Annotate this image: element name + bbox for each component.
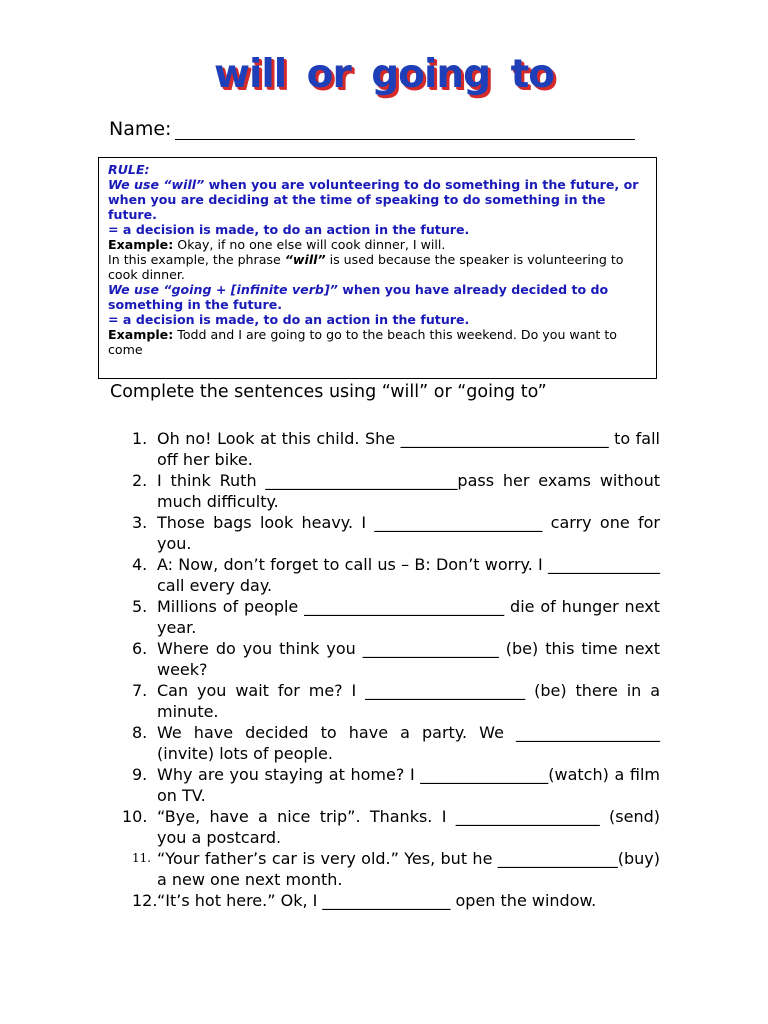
exercise-list <box>110 428 660 911</box>
explanation-part-a: In this example, the phrase <box>108 252 281 267</box>
item-number: 3. <box>132 513 148 532</box>
list-item[interactable] <box>110 554 660 596</box>
example-2-text: Todd and I are going to go to the beach this weekend. Do you want to come <box>108 327 618 357</box>
list-item[interactable] <box>110 848 660 890</box>
name-blank-line[interactable] <box>175 119 635 140</box>
list-item[interactable] <box>110 428 660 470</box>
rule-box <box>98 157 657 379</box>
item-number: 8. <box>132 723 148 742</box>
list-item[interactable] <box>110 890 660 911</box>
list-item[interactable] <box>110 470 660 512</box>
item-text: “Bye, have a nice trip”. Thanks. I __________________ (send) you a postcard. <box>157 807 660 847</box>
example-1-label: Example: <box>108 237 174 252</box>
example-2-label: Example: <box>108 327 174 342</box>
name-field[interactable] <box>109 118 635 140</box>
rule-heading: RULE: <box>108 162 150 177</box>
item-number: 10. <box>122 807 148 826</box>
item-number: 9. <box>132 765 148 784</box>
item-text: Can you wait for me? I ____________________ (be) there in a minute. <box>157 681 660 721</box>
item-text: A: Now, don’t forget to call us – B: Don’t worry. I ______________ call every day. <box>157 555 660 595</box>
page-title <box>0 52 768 97</box>
item-number: 1. <box>132 429 148 448</box>
item-text: Why are you staying at home? I ________________(watch) a film on TV. <box>157 765 660 805</box>
item-text: I think Ruth ________________________pass her exams without much difficulty. <box>157 471 660 511</box>
example-1-explanation <box>108 252 646 282</box>
item-number: 5. <box>132 597 148 616</box>
list-item[interactable] <box>110 638 660 680</box>
rule-going-decision: = a decision is made, to do an action in the future. <box>108 312 470 327</box>
item-number: 12. <box>132 891 158 910</box>
item-text: Millions of people _________________________ die of hunger next year. <box>157 597 660 637</box>
item-text: Where do you think you _________________ (be) this time next week? <box>157 639 660 679</box>
rule-will: We use “will” when you are volunteering to do something in the future, or when you are deciding at the time of speaking to do something in the future. <box>108 177 639 222</box>
list-item[interactable] <box>110 764 660 806</box>
explanation-part-c: is used because the speaker is volunteering to cook dinner. <box>108 252 624 282</box>
item-number: 6. <box>132 639 148 658</box>
title-text: will or going to <box>213 52 555 97</box>
rule-going-to: We use “going + [infinite verb]” when you have already decided to do something in the future. <box>108 282 609 312</box>
list-item[interactable] <box>110 596 660 638</box>
list-item[interactable] <box>110 722 660 764</box>
name-label: Name: <box>109 118 172 140</box>
example-1-text: Okay, if no one else will cook dinner, I will. <box>177 237 446 252</box>
explanation-part-b: “will” <box>284 252 326 267</box>
item-text: “It’s hot here.” Ok, I ________________ open the window. <box>157 891 597 910</box>
example-2 <box>108 327 646 357</box>
list-item[interactable] <box>110 512 660 554</box>
item-number: 7. <box>132 681 148 700</box>
item-text: Oh no! Look at this child. She __________________________ to fall off her bike. <box>157 429 660 469</box>
rule-will-decision: = a decision is made, to do an action in the future. <box>108 222 470 237</box>
list-item[interactable] <box>110 680 660 722</box>
item-text: Those bags look heavy. I _____________________ carry one for you. <box>157 513 660 553</box>
item-text: We have decided to have a party. We __________________ (invite) lots of people. <box>157 723 660 763</box>
item-number: 2. <box>132 471 148 490</box>
item-number: 11. <box>132 851 152 865</box>
item-text: “Your father’s car is very old.” Yes, but he _______________(buy) a new one next month. <box>157 849 660 889</box>
example-1 <box>108 237 646 252</box>
instructions: Complete the sentences using “will” or “going to” <box>110 382 547 402</box>
item-number: 4. <box>132 555 148 574</box>
list-item[interactable] <box>110 806 660 848</box>
